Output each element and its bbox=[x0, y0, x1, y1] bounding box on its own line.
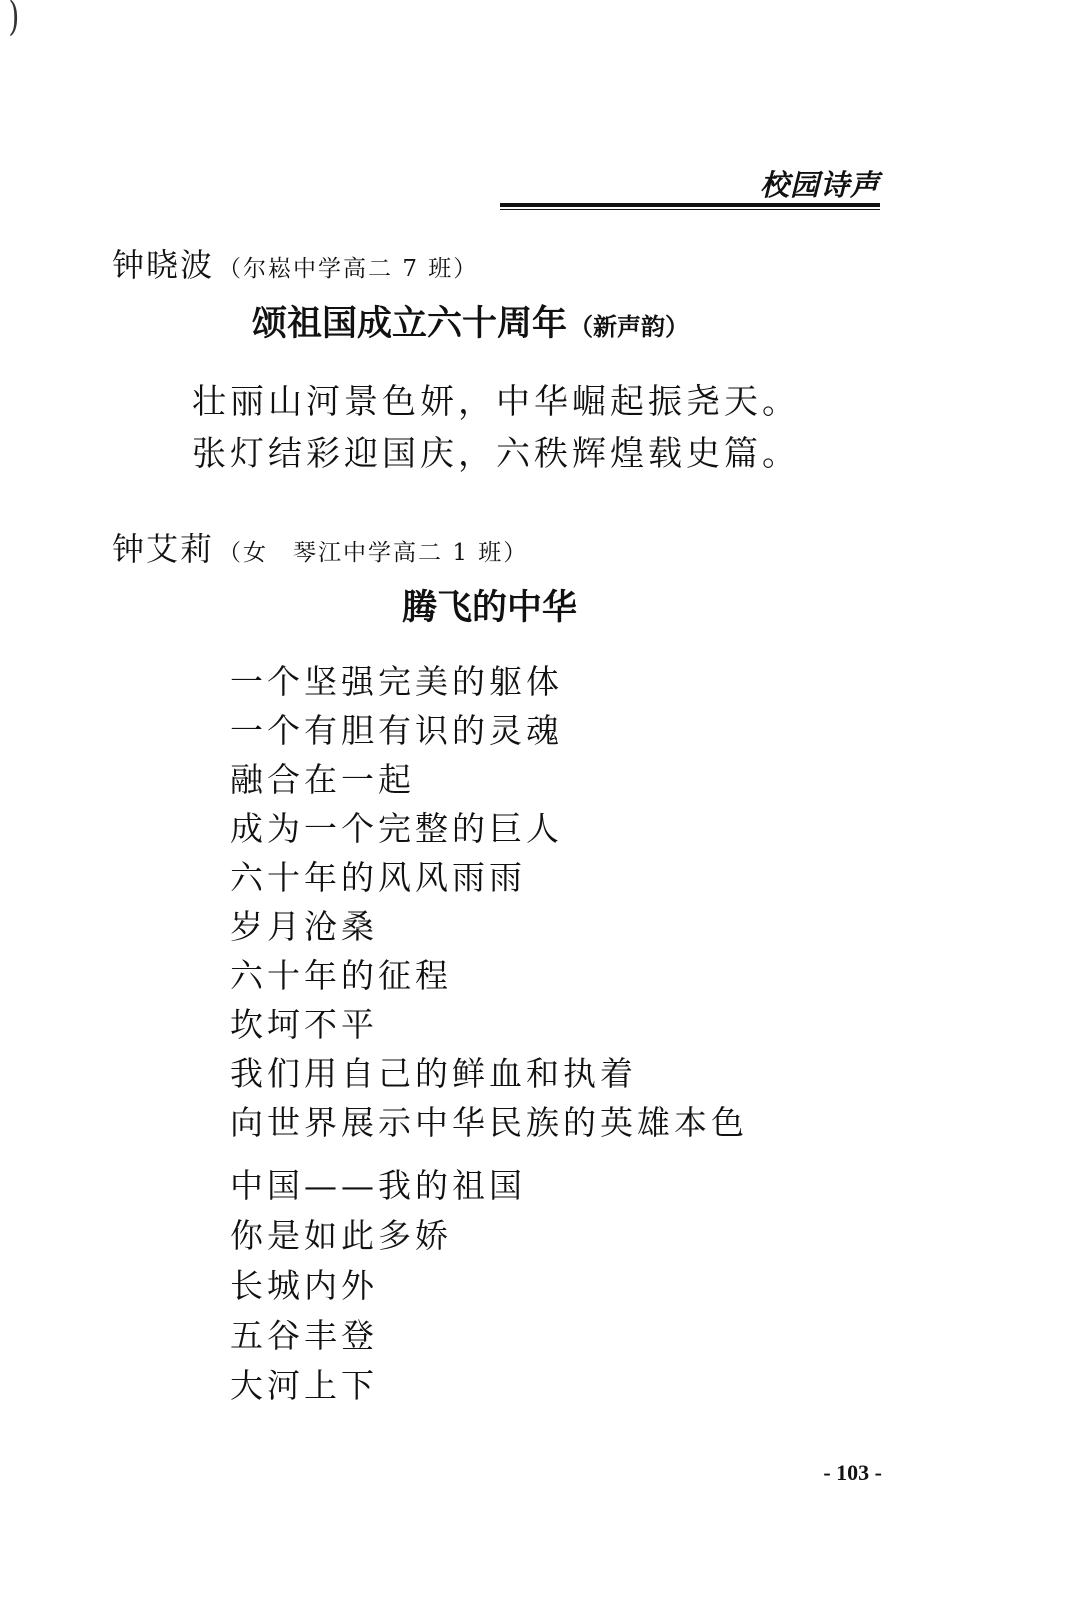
poem-title-note: （新声韵） bbox=[569, 313, 690, 341]
poem-title-text: 腾飞的中华 bbox=[402, 588, 578, 628]
verse-line: 一个有胆有识的灵魂 bbox=[230, 711, 563, 750]
verse-line: 六十年的风风雨雨 bbox=[230, 858, 526, 897]
author-line-1 bbox=[112, 240, 478, 286]
scan-corner-mark: ) bbox=[8, 0, 20, 40]
verse-line: 长城内外 bbox=[230, 1266, 378, 1305]
verse-line: 融合在一起 bbox=[230, 760, 415, 799]
verse-line: 一个坚强完美的躯体 bbox=[230, 662, 563, 701]
verse-line: 中国——我的祖国 bbox=[230, 1166, 526, 1205]
author-school-class: （尔崧中学高二 7 班） bbox=[218, 256, 479, 282]
verse-line: 五谷丰登 bbox=[230, 1316, 378, 1355]
verse-line: 六十年的征程 bbox=[230, 956, 452, 995]
verse-line: 坎坷不平 bbox=[230, 1005, 378, 1044]
verse-line: 壮丽山河景色妍，中华崛起振尧天。 bbox=[192, 382, 800, 422]
verse-line: 岁月沧桑 bbox=[230, 907, 378, 946]
author-name: 钟晓波 bbox=[112, 246, 215, 284]
author-school-class: （女 琴江中学高二 1 班） bbox=[218, 540, 529, 566]
verse-line: 你是如此多娇 bbox=[230, 1216, 452, 1255]
poem-title-2 bbox=[0, 580, 1068, 630]
section-label: 校园诗声 bbox=[759, 168, 880, 202]
poem-title-1 bbox=[0, 296, 1068, 346]
verse-line: 张灯结彩迎国庆，六秩辉煌载史篇。 bbox=[192, 434, 800, 474]
verse-line: 我们用自己的鲜血和执着 bbox=[230, 1054, 637, 1093]
author-line-2 bbox=[112, 524, 528, 570]
poem-title-text: 颂祖国成立六十周年 bbox=[252, 304, 568, 344]
verse-line: 大河上下 bbox=[230, 1366, 378, 1405]
page-number: - 103 - bbox=[823, 1460, 882, 1485]
author-name: 钟艾莉 bbox=[112, 530, 215, 568]
header-rule bbox=[500, 203, 880, 207]
verse-line: 成为一个完整的巨人 bbox=[230, 809, 563, 848]
verse-line: 向世界展示中华民族的英雄本色 bbox=[230, 1103, 748, 1142]
running-head bbox=[500, 163, 880, 213]
